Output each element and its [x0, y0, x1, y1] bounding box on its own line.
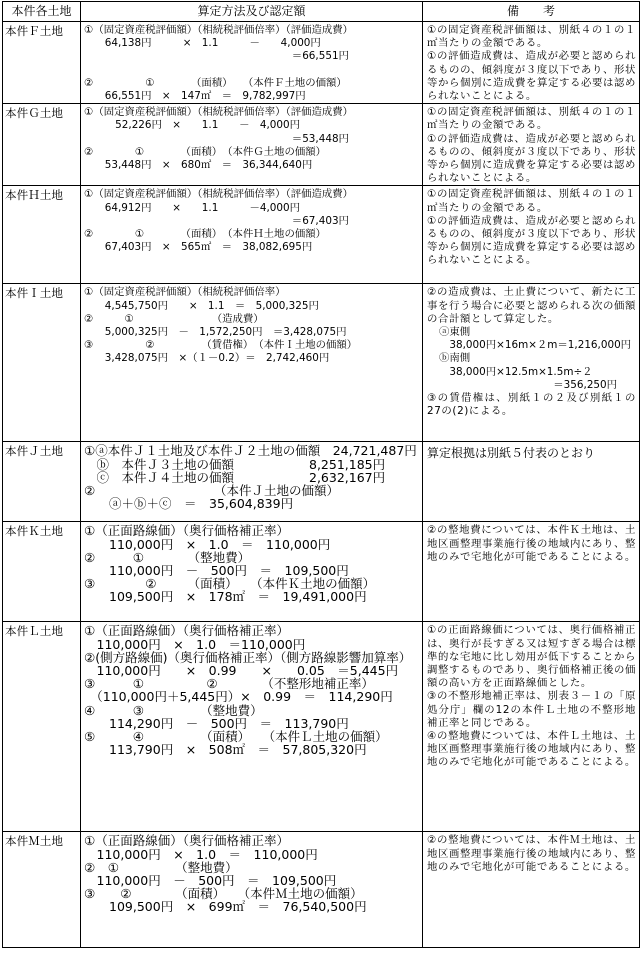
remark-paragraph: 38,000円×16m×２m＝1,216,000円 [439, 339, 632, 352]
calculation-line: ③ ① ② （不整形地補正率） [84, 676, 374, 692]
calculation-line: ①ⓐ本件Ｊ１土地及び本件Ｊ２土地の価額 24,721,487円 [84, 443, 417, 459]
calculation-line: ①（正面路線価）（奥行価格補正率） [84, 623, 289, 639]
remark-paragraph: ①の評価造成費は、造成が必要と認められるものの、傾斜度が３度以下であり、形状等から個別に造成費を算定する必要は認められないことによる。 [427, 50, 636, 103]
remark-paragraph: ①の固定資産税評価額は、別紙４の１の１㎡当たりの金額である。 [427, 188, 636, 214]
calculation-line: ④ ③ （整地費） [84, 702, 263, 718]
calculation-line: 5,000,325円 － 1,572,250円 ＝3,428,075円 [84, 326, 347, 338]
calculation-cell [81, 284, 423, 442]
valuation-table [2, 1, 640, 948]
remarks-cell [423, 442, 640, 522]
calculation-line: 4,545,750円 × 1.1 ＝ 5,000,325円 [84, 299, 319, 312]
calculation-line: ⓒ 本件Ｊ４土地の価額 2,632,167円 [84, 469, 386, 485]
remark-paragraph: ⓐ東側 [439, 326, 471, 339]
remarks-cell [423, 104, 640, 186]
remark-paragraph: ③の賃借権は、別紙１の２及び別紙１の27の(2)による。 [427, 392, 636, 418]
calculation-cell [81, 104, 423, 186]
remark-paragraph: ④の整地費については、本件Ｌ土地は、土地区画整理事業施行後の地域内にあり、整地のみで宅地化が可能であることによる。 [427, 730, 636, 769]
calculation-line: ③ ② （面積） （本件Ｍ土地の価額） [84, 886, 363, 902]
calculation-cell [81, 522, 423, 622]
calculation-line: ①（固定資産税評価額）（相続税評価倍率）（評価造成費） [84, 188, 354, 201]
calculation-line: 3,428,075円 ×（１－0.2）＝ 2,742,460円 [84, 352, 330, 365]
calculation-cell [81, 442, 423, 522]
header-land: 本件各土地 [3, 2, 81, 22]
remarks-cell [423, 22, 640, 104]
land-name-cell: 本件Ｇ土地 [3, 104, 81, 186]
calculation-line: ⑤ ④ （面積） （本件Ｌ土地の価額） [84, 728, 388, 744]
land-name-cell: 本件Ｋ土地 [3, 522, 81, 622]
calculation-line: （110,000円＋5,445円）× 0.99 ＝ 114,290円 [84, 689, 393, 705]
table-row [3, 832, 640, 948]
table-row [3, 22, 640, 104]
remark-paragraph: ①の正面路線価については、奥行価格補正は、奥行が長すぎる又は短すぎる場合は標準的な宅地に比し効用が低下することから調整するものであり、奥行価格補正後の価額の高い方を正面路線価とした。 [427, 624, 636, 690]
calculation-line: 109,500円 × 178㎡ ＝ 19,491,000円 [84, 589, 367, 605]
header-method: 算定方法及び認定額 [81, 2, 423, 22]
land-name-cell: 本件Ｌ土地 [3, 622, 81, 832]
calculation-line: ② ① （整地費） [84, 859, 238, 875]
calculation-line: ①（固定資産税評価額）（相続税評価倍率）（評価造成費） [84, 106, 354, 119]
remarks-cell [423, 622, 640, 832]
remark-paragraph: ①の評価造成費は、造成が必要と認められるものの、傾斜度が３度以下であり、形状等から個別に造成費を算定する必要は認められないことによる。 [427, 214, 636, 267]
calculation-line: ③ ② （賃借権） （本件Ｉ土地の価額） [84, 339, 358, 352]
calculation-line: ② ① （面積） （本件Ｇ土地の価額） [84, 145, 327, 158]
calculation-line: 110,000円 × 1.0 ＝ 110,000円 [84, 536, 331, 552]
calculation-line: 110,000円 － 500円 ＝ 109,500円 [84, 563, 349, 578]
calculation-line: 109,500円 × 699㎡ ＝ 76,540,500円 [84, 899, 367, 915]
remark-paragraph: ＝356,250円 [439, 378, 618, 391]
calculation-line: 64,912円 × 1.1 －4,000円 [84, 201, 301, 214]
calculation-line [84, 64, 420, 77]
calculation-line: 110,000円 － 500円 ＝ 109,500円 [84, 873, 337, 888]
remark-paragraph: ①の固定資産税評価額は、別紙４の１の１㎡当たりの金額である。 [427, 24, 636, 50]
calculation-line: ②(側方路線価)（奥行価格補正率）（側方路線影響加算率） [84, 649, 412, 665]
remarks-cell [423, 284, 640, 442]
calculation-line: ＝67,403円 [84, 214, 349, 227]
calculation-line: ② ① （整地費） [84, 549, 251, 565]
table-body [3, 22, 640, 948]
calculation-cell [81, 832, 423, 948]
table-row [3, 284, 640, 442]
calculation-line: 52,226円 × 1.1 － 4,000円 [84, 119, 301, 132]
calculation-line: 110,000円 × 1.0 ＝ 110,000円 [84, 846, 318, 862]
calculation-line: ② ① （面積） （本件Ｈ土地の価額） [84, 228, 327, 240]
land-name-cell: 本件Ｈ土地 [3, 186, 81, 284]
remark-paragraph: ⓑ南側 [439, 352, 471, 365]
remark-paragraph: ①の評価造成費は、造成が必要と認められるものの、傾斜度が３度以下であり、形状等から個別に造成費を算定する必要は認められないことによる。 [427, 132, 636, 185]
calculation-line: ＝53,448円 [84, 132, 349, 145]
table-row [3, 186, 640, 284]
table-row [3, 522, 640, 622]
calculation-line: 64,138円 × 1.1 － 4,000円 [84, 37, 321, 50]
calculation-line: ⓑ 本件Ｊ３土地の価額 8,251,185円 [84, 456, 386, 472]
table-row [3, 622, 640, 832]
land-name-cell: 本件Ｍ土地 [3, 832, 81, 948]
calculation-line: ①（固定資産税評価額）（相続税評価倍率） [84, 286, 286, 299]
calculation-line: ⓐ＋ⓑ＋ⓒ ＝ 35,604,839円 [84, 496, 294, 512]
calculation-line: ③ ② （面積） （本件Ｋ土地の価額） [84, 576, 376, 592]
calculation-line: ①（正面路線価）（奥行価格補正率） [84, 523, 289, 539]
calculation-line: 53,448円 × 680㎡ ＝ 36,344,640円 [84, 158, 313, 171]
header-remarks: 備 考 [423, 2, 640, 22]
remarks-cell [423, 186, 640, 284]
remark-paragraph: 38,000円×12.5m×1.5m÷２ [439, 365, 593, 378]
remark-paragraph: 算定根拠は別紙５付表のとおり [427, 446, 596, 461]
calculation-line: 110,000円 × 1.0 ＝110,000円 [84, 636, 306, 652]
remark-paragraph: ③の不整形地補正率は、別表３－１の「原処分庁」欄の12の本件Ｌ土地の不整形地補正率と同じである。 [427, 690, 636, 729]
land-name-cell: 本件Ｆ土地 [3, 22, 81, 104]
land-name-cell: 本件Ｊ土地 [3, 442, 81, 522]
calculation-cell [81, 22, 423, 104]
remark-paragraph: ②の整地費については、本件Ｍ土地は、土地区画整理事業施行後の地域内にあり、整地のみで宅地化が可能であることによる。 [427, 834, 636, 873]
header-row [3, 2, 640, 22]
calculation-line: ＝66,551円 [84, 50, 349, 63]
remark-paragraph: ②の造成費は、土止費について、新たに工事を行う場合に必要と認められる次の価額の合計額として算定した。 [427, 286, 636, 325]
calculation-cell [81, 622, 423, 832]
calculation-line: ①（固定資産税評価額）（相続税評価倍率）（評価造成費） [84, 24, 354, 36]
calculation-line: 110,000円 × 0.99 × 0.05 ＝5,445円 [84, 663, 399, 678]
land-name-cell: 本件Ｉ土地 [3, 284, 81, 442]
calculation-line: ② ① （面積） （本件Ｆ土地の価額） [84, 76, 347, 89]
calculation-line: 66,551円 × 147㎡ ＝ 9,782,997円 [84, 89, 306, 102]
remark-paragraph: ①の固定資産税評価額は、別紙４の１の１㎡当たりの金額である。 [427, 106, 636, 132]
calculation-line: ①（正面路線価）（奥行価格補正率） [84, 833, 289, 849]
calculation-cell [81, 186, 423, 284]
table-row [3, 104, 640, 186]
table-row [3, 442, 640, 522]
calculation-line: ② ① （造成費） [84, 312, 264, 325]
remarks-cell [423, 522, 640, 622]
calculation-line: 113,790円 × 508㎡ ＝ 57,805,320円 [84, 742, 367, 758]
remark-paragraph: ②の整地費については、本件Ｋ土地は、土地区画整理事業施行後の地域内にあり、整地のみで宅地化が可能であることによる。 [427, 524, 636, 563]
calculation-line: 67,403円 × 565㎡ ＝ 38,082,695円 [84, 241, 313, 254]
calculation-line: 114,290円 － 500円 ＝ 113,790円 [84, 715, 349, 731]
remarks-cell [423, 832, 640, 948]
calculation-line: ② （本件Ｊ土地の価額） [84, 483, 339, 498]
